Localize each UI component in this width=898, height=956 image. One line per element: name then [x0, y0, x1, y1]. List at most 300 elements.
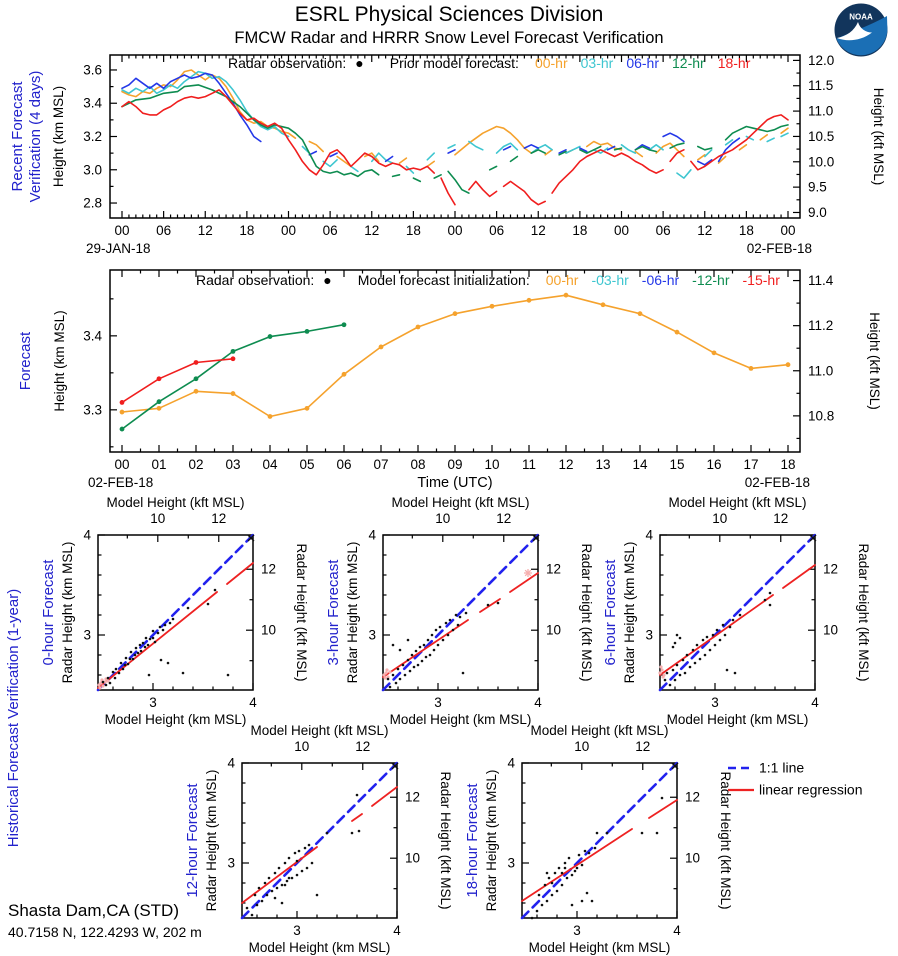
legend-entry: ● — [355, 55, 364, 71]
scatter-point — [676, 664, 679, 667]
series-point-00-hr — [490, 304, 495, 309]
panel-side-label: Recent Forecast — [9, 81, 26, 192]
series-line-03-hr — [448, 145, 455, 148]
kft-tick-label: 10 — [294, 739, 310, 754]
scatter-point — [417, 664, 420, 667]
scatter-point — [641, 832, 644, 835]
legend-entry: -15-hr — [742, 272, 780, 288]
kft-tick-label: 10 — [405, 850, 421, 866]
scatter-point — [411, 654, 414, 657]
scatter-point — [419, 646, 422, 649]
x-tick-label: 11 — [521, 457, 537, 472]
y-tick-label: 2.8 — [83, 195, 102, 211]
scatter-point — [276, 887, 279, 890]
scatter-point — [561, 872, 564, 875]
scatter-point — [431, 634, 434, 637]
scatter-point — [692, 649, 695, 652]
scatter-point — [606, 832, 609, 835]
series-line-18-hr — [441, 178, 455, 205]
one-to-one-line — [98, 535, 253, 690]
scatter-point — [288, 857, 291, 860]
scatter-point — [459, 616, 462, 619]
scatter-point — [291, 877, 294, 880]
scatter-point — [716, 629, 719, 632]
scatter-point — [167, 662, 170, 665]
series-line-18-hr — [122, 90, 434, 175]
x-axis-title: Time (UTC) — [417, 475, 493, 491]
scatter-point — [714, 644, 717, 647]
kft-tick-label: 10 — [150, 511, 166, 526]
panel-side-label: 12-hour Forecast — [184, 783, 201, 898]
scatter-point — [546, 872, 549, 875]
scatter-point — [399, 678, 402, 681]
scatter-point — [306, 867, 309, 870]
regression-line — [649, 800, 677, 818]
x-tick-label: 16 — [706, 457, 722, 472]
series-point-00-hr — [194, 389, 199, 394]
x-axis-title-bottom: Model Height (km MSL) — [528, 940, 671, 955]
scatter-point — [576, 867, 579, 870]
scatter-point — [304, 847, 307, 850]
one-to-one-line — [242, 763, 397, 918]
legend-entry: -12-hr — [692, 272, 730, 288]
series-point--12-hr — [305, 329, 310, 334]
kft-tick-label: 10 — [712, 511, 728, 526]
x-tick-label: 4 — [534, 695, 542, 710]
series-point-00-hr — [527, 298, 532, 303]
scatter-point — [556, 890, 559, 893]
series-point-00-hr — [749, 366, 754, 371]
highlight-point — [101, 684, 104, 687]
series-point-00-hr — [564, 293, 569, 298]
x-tick-label: 4 — [811, 695, 819, 710]
x-tick-label: 12 — [197, 223, 213, 238]
scatter-point — [538, 894, 541, 897]
series-point--12-hr — [342, 322, 347, 327]
y-axis-title-left: Radar Height (km MSL) — [204, 769, 219, 912]
date-label-right: 02-FEB-18 — [746, 241, 812, 256]
y-tick-label: 3 — [645, 627, 653, 643]
scatter-point — [392, 644, 395, 647]
x-axis-title-top: Model Height (kft MSL) — [250, 723, 389, 738]
scatter-point — [561, 884, 564, 887]
kft-tick-label: 11.0 — [808, 103, 834, 119]
x-axis-title-top: Model Height (kft MSL) — [391, 495, 530, 510]
series-point--12-hr — [157, 399, 162, 404]
regression-line — [372, 787, 397, 806]
scatter-point — [455, 614, 458, 617]
x-tick-label: 14 — [632, 457, 648, 472]
scatter-point — [674, 642, 677, 645]
y-axis-title-right: Height (kft MSL) — [871, 87, 886, 186]
regression-line — [783, 565, 815, 588]
series-line-00-hr — [545, 150, 552, 155]
x-tick-label: 15 — [669, 457, 685, 472]
scatter-point — [664, 679, 667, 682]
scatter-point — [445, 622, 448, 625]
scatter-point — [296, 860, 299, 863]
series-line-00-hr — [309, 142, 323, 152]
series-line-12-hr — [413, 178, 420, 181]
x-tick-label: 10 — [484, 457, 500, 472]
regression-line — [510, 573, 538, 592]
scatter-point — [137, 652, 140, 655]
scatter-point — [164, 624, 167, 627]
regression-line — [480, 599, 500, 612]
series-point--12-hr — [120, 427, 125, 432]
scatter-point — [568, 857, 571, 860]
series-line-03-hr — [649, 145, 663, 150]
series-line-00-hr — [400, 158, 407, 163]
scatter-point — [729, 626, 732, 629]
scatter-point — [296, 874, 299, 877]
date-label-left: 02-FEB-18 — [88, 475, 154, 490]
panel-side-label: Forecast — [17, 331, 34, 391]
series-line-00-hr — [427, 161, 434, 166]
scatter-point — [439, 626, 442, 629]
scatter-point — [256, 904, 259, 907]
series-line-03-hr — [767, 138, 774, 141]
legend-entry: Radar observation: — [228, 55, 347, 71]
x-tick-label: 00 — [613, 223, 630, 238]
kft-tick-label: 12 — [635, 739, 651, 754]
x-tick-label: 3 — [711, 695, 719, 710]
kft-tick-label: 12.0 — [808, 52, 835, 68]
y-axis-title-right: Radar Height (kft MSL) — [294, 543, 309, 682]
scatter-point — [140, 650, 143, 653]
highlight-point — [383, 676, 386, 679]
scatter-point — [227, 674, 230, 677]
scatter-point — [584, 850, 587, 853]
series-point-00-hr — [305, 406, 310, 411]
x-tick-label: 4 — [393, 923, 401, 938]
scatter-point — [546, 900, 549, 903]
regression-line — [227, 563, 253, 584]
legend-entry: 00-hr — [534, 55, 568, 71]
scatter-point — [284, 862, 287, 865]
scatter-point — [316, 894, 319, 897]
scatter-point — [554, 872, 557, 875]
highlight-point — [660, 668, 663, 671]
series-point--15-hr — [157, 376, 162, 381]
scatter-point — [679, 637, 682, 640]
scatter-point — [105, 684, 108, 687]
kft-tick-label: 10 — [546, 622, 562, 638]
series-point--15-hr — [120, 400, 125, 405]
scatter-point — [669, 684, 672, 687]
series-line-12-hr — [393, 175, 400, 177]
scatter-point — [409, 670, 412, 673]
kft-tick-label: 12 — [211, 511, 227, 526]
scatter-point — [732, 619, 735, 622]
y-tick-label: 3.0 — [83, 162, 102, 178]
x-tick-label: 01 — [151, 457, 167, 472]
scatter-point — [258, 887, 261, 890]
scatter-point — [114, 677, 117, 680]
scatter-point — [551, 894, 554, 897]
scatter-point — [109, 682, 112, 685]
y-axis-title-left: Height (km MSL) — [51, 85, 66, 188]
scatter-point — [429, 654, 432, 657]
series-line--12-hr — [122, 325, 344, 429]
series-line-00-hr — [739, 145, 746, 150]
scatter-point — [134, 654, 137, 657]
x-tick-label: 06 — [489, 223, 505, 238]
series-point-00-hr — [157, 406, 162, 411]
scatter-point — [286, 880, 289, 883]
scatter-point — [548, 877, 551, 880]
page-subtitle: FMCW Radar and HRRR Snow Level Forecast Verification — [234, 29, 664, 47]
scatter-point — [591, 900, 594, 903]
scatter-point — [497, 602, 500, 605]
series-line-03-hr — [677, 170, 691, 178]
x-tick-label: 00 — [114, 457, 130, 472]
scatter-point — [298, 850, 301, 853]
kft-tick-label: 9.0 — [808, 204, 827, 220]
scatter-point — [449, 619, 452, 622]
series-point-00-hr — [712, 350, 717, 355]
x-tick-label: 04 — [262, 457, 278, 472]
scatter-point — [421, 660, 424, 663]
series-line-03-hr — [469, 142, 483, 150]
series-line-03-hr — [781, 133, 788, 136]
date-label-right: 02-FEB-18 — [744, 475, 810, 490]
series-line-00-hr — [781, 128, 788, 133]
series-line-06-hr — [663, 133, 684, 141]
series-point--12-hr — [231, 349, 236, 354]
scatter-point — [115, 668, 118, 671]
series-point--12-hr — [194, 376, 199, 381]
scatter-point — [159, 626, 162, 629]
y-axis-title-left: Radar Height (km MSL) — [622, 541, 637, 684]
scatter-point — [278, 867, 281, 870]
kft-tick-label: 12 — [405, 789, 421, 805]
panel-side-label: 3-hour Forecast — [325, 559, 342, 666]
highlight-point — [385, 668, 388, 671]
kft-tick-label: 12 — [685, 789, 701, 805]
scatter-point — [148, 674, 151, 677]
scatter-point — [120, 662, 123, 665]
scatter-point — [586, 892, 589, 895]
kft-tick-label: 10 — [261, 622, 277, 638]
y-axis-title-left: Height (km MSL) — [52, 310, 67, 412]
scatter-point — [404, 674, 407, 677]
x-tick-label: 4 — [673, 923, 681, 938]
highlight-point — [659, 665, 662, 668]
series-point-00-hr — [453, 311, 458, 316]
y-tick-label: 4 — [227, 755, 235, 771]
scatter-point — [679, 674, 682, 677]
scatter-point — [769, 604, 772, 607]
scatter-point — [102, 681, 105, 684]
kft-tick-label: 11.2 — [808, 318, 834, 334]
regression-line — [383, 620, 468, 677]
series-line-12-hr — [434, 175, 441, 178]
series-point-00-hr — [675, 330, 680, 335]
scatter-point — [739, 614, 742, 617]
x-tick-label: 18 — [572, 223, 588, 238]
x-tick-label: 06 — [322, 223, 338, 238]
one-to-one-line — [522, 763, 677, 918]
scatter-point — [214, 589, 217, 592]
series-line-12-hr — [726, 125, 788, 140]
series-line--15-hr — [122, 359, 233, 403]
y-axis-title-left: Radar Height (km MSL) — [60, 541, 75, 684]
station-footer — [8, 901, 202, 940]
scatter-point — [661, 797, 664, 800]
series-line-03-hr — [705, 150, 712, 157]
kft-tick-label: 12 — [546, 561, 562, 577]
x-tick-label: 03 — [225, 457, 241, 472]
scatter-point — [152, 630, 155, 633]
x-tick-label: 12 — [697, 223, 713, 238]
scatter-point — [588, 852, 591, 855]
scatter-point — [127, 663, 130, 666]
scatter-point — [566, 877, 569, 880]
scatter-point — [392, 674, 395, 677]
series-point-00-hr — [786, 362, 791, 367]
kft-tick-label: 9.5 — [808, 179, 827, 195]
x-axis-title-top: Model Height (kft MSL) — [668, 495, 807, 510]
chart-legend — [228, 55, 751, 71]
x-tick-label: 13 — [595, 457, 611, 472]
scatter-point — [251, 914, 254, 917]
legend-label: 1:1 line — [759, 759, 805, 776]
scatter-point — [294, 852, 297, 855]
scatter-point — [433, 649, 436, 652]
scatter-point — [274, 872, 277, 875]
scatter-point — [147, 644, 150, 647]
scatter-point — [442, 639, 445, 642]
scatter-point — [684, 672, 687, 675]
legend-entry: Radar observation: — [196, 272, 315, 288]
legend-entry: -03-hr — [591, 272, 629, 288]
kft-tick-label: 12 — [355, 739, 371, 754]
scatter-point — [551, 882, 554, 885]
y-axis-title-right: Radar Height (kft MSL) — [856, 543, 871, 682]
series-line-03-hr — [427, 153, 434, 160]
scatter-point — [581, 864, 584, 867]
legend-label: linear regression — [759, 781, 863, 798]
highlight-point — [661, 675, 664, 678]
kft-tick-label: 11.4 — [808, 273, 834, 289]
scatter-point — [169, 622, 172, 625]
series-line-00-hr — [455, 127, 531, 155]
x-tick-label: 00 — [114, 223, 130, 238]
scatter-point — [154, 641, 157, 644]
highlight-point — [384, 671, 387, 674]
series-line-00-hr — [656, 143, 684, 156]
scatter-point — [139, 644, 142, 647]
series-line-03-hr — [351, 166, 358, 171]
series-line-12-hr — [511, 157, 518, 162]
scatter-point — [427, 639, 430, 642]
scatter-point — [447, 634, 450, 637]
highlight-point — [658, 671, 661, 674]
scatter-point — [187, 607, 190, 610]
regression-line — [98, 592, 217, 688]
scatter-point — [264, 882, 267, 885]
x-tick-label: 12 — [364, 223, 380, 238]
x-tick-label: 00 — [280, 223, 297, 238]
y-tick-label: 4 — [645, 527, 653, 543]
scatter-point — [676, 634, 679, 637]
y-axis-title-left: Radar Height (km MSL) — [484, 769, 499, 912]
kft-tick-label: 12 — [773, 511, 789, 526]
scatter-point — [571, 874, 574, 877]
legend-entry: ● — [323, 272, 332, 288]
series-line-00-hr — [635, 152, 642, 157]
x-tick-label: 18 — [239, 223, 255, 238]
x-axis-title-bottom: Model Height (km MSL) — [248, 940, 391, 955]
scatter-point — [689, 666, 692, 669]
scatter-point — [571, 904, 574, 907]
scatter-point — [413, 666, 416, 669]
x-tick-label: 06 — [336, 457, 352, 472]
scatter-point — [696, 644, 699, 647]
scatter-point — [135, 647, 138, 650]
series-line-12-hr — [490, 166, 497, 169]
kft-tick-label: 12 — [261, 561, 277, 577]
x-tick-label: 3 — [149, 695, 157, 710]
scatter-point — [149, 638, 152, 641]
scatter-point — [268, 877, 271, 880]
scatter-point — [686, 654, 689, 657]
kft-tick-label: 12 — [496, 511, 512, 526]
scatter-point — [301, 870, 304, 873]
scatter-point — [541, 904, 544, 907]
scatter-point — [130, 651, 133, 654]
y-axis-title-right: Height (kft MSL) — [867, 312, 882, 410]
y-tick-label: 3.4 — [83, 328, 102, 344]
scatter-point — [564, 867, 567, 870]
page-title: ESRL Physical Sciences Division — [294, 3, 604, 26]
noaa-logo-text: NOAA — [849, 12, 873, 22]
scatter-point — [112, 671, 115, 674]
scatter-point — [706, 636, 709, 639]
x-tick-label: 06 — [655, 223, 671, 238]
x-tick-label: 18 — [738, 223, 754, 238]
scatter-point — [122, 668, 125, 671]
x-tick-label: 05 — [299, 457, 315, 472]
x-tick-label: 3 — [293, 923, 301, 938]
legend-entry: 18-hr — [717, 55, 751, 71]
scatter-point — [172, 618, 175, 621]
y-tick-label: 3 — [368, 627, 376, 643]
scatter-point — [726, 669, 729, 672]
scatter-point — [271, 890, 274, 893]
highlight-point — [388, 670, 391, 673]
date-label-left: 29-JAN-18 — [86, 241, 151, 256]
regression-line — [352, 814, 362, 821]
scatter-point — [281, 902, 284, 905]
scatter-point — [246, 907, 249, 910]
scatter-point — [415, 650, 418, 653]
series-line-12-hr — [531, 150, 545, 153]
scatter-point — [399, 649, 402, 652]
kft-tick-label: 10 — [823, 622, 839, 638]
scatter-point — [487, 604, 490, 607]
scatter-point — [356, 794, 359, 797]
x-tick-label: 3 — [573, 923, 581, 938]
scatter-point — [284, 884, 287, 887]
scatter-point — [564, 862, 567, 865]
scatter-point — [207, 603, 210, 606]
x-tick-label: 09 — [447, 457, 463, 472]
plot-frame — [110, 55, 800, 218]
y-axis-title-right: Radar Height (kft MSL) — [718, 771, 733, 910]
kft-tick-label: 12 — [823, 561, 839, 577]
